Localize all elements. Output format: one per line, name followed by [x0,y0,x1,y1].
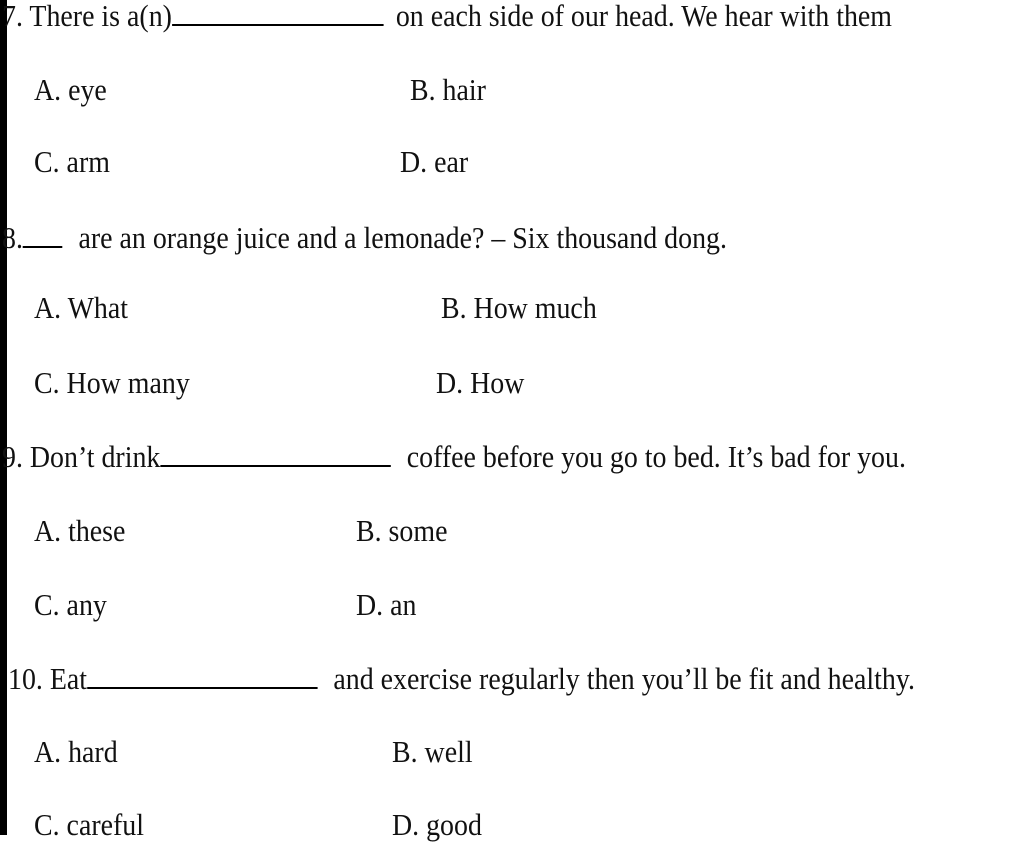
question-8-stem [2,222,727,253]
question-text-before: There is a(n) [29,0,172,33]
question-text-after: are an orange juice and a lemonade? – Six thousand dong. [78,220,727,255]
option-d: D. good [392,807,482,842]
question-9-stem [2,441,906,472]
question-10-stem [8,663,915,694]
question-number: 7. [2,0,23,33]
option-c: C. arm [34,144,110,179]
question-number: 9. [2,439,23,474]
option-b: B. How much [441,290,597,325]
question-number: 10. [8,661,43,696]
option-b: B. hair [410,72,486,107]
question-text-after: on each side of our head. We hear with them [395,0,892,33]
answer-blank [23,222,63,248]
option-b: B. some [356,513,448,548]
option-c: C. careful [34,807,144,842]
option-d: D. ear [400,144,469,179]
option-c: C. How many [34,365,190,400]
page-left-edge [0,0,7,835]
option-a: A. these [34,513,126,548]
question-text-before: Eat [49,661,88,696]
answer-blank [160,441,390,467]
option-c: C. any [34,587,107,622]
question-text-before: Don’t drink [29,439,161,474]
option-d: D. an [356,587,417,622]
option-a: A. eye [34,72,107,107]
option-b: B. well [392,734,473,769]
question-text-after: and exercise regularly then you’ll be fit and healthy. [333,661,915,696]
question-7-stem [2,0,892,31]
question-text-after: coffee before you go to bed. It’s bad for you. [406,439,906,474]
option-a: A. What [34,290,129,325]
question-number: 8. [2,220,23,255]
answer-blank [87,663,317,689]
option-d: D. How [436,365,525,400]
answer-blank [172,0,384,26]
option-a: A. hard [34,734,118,769]
